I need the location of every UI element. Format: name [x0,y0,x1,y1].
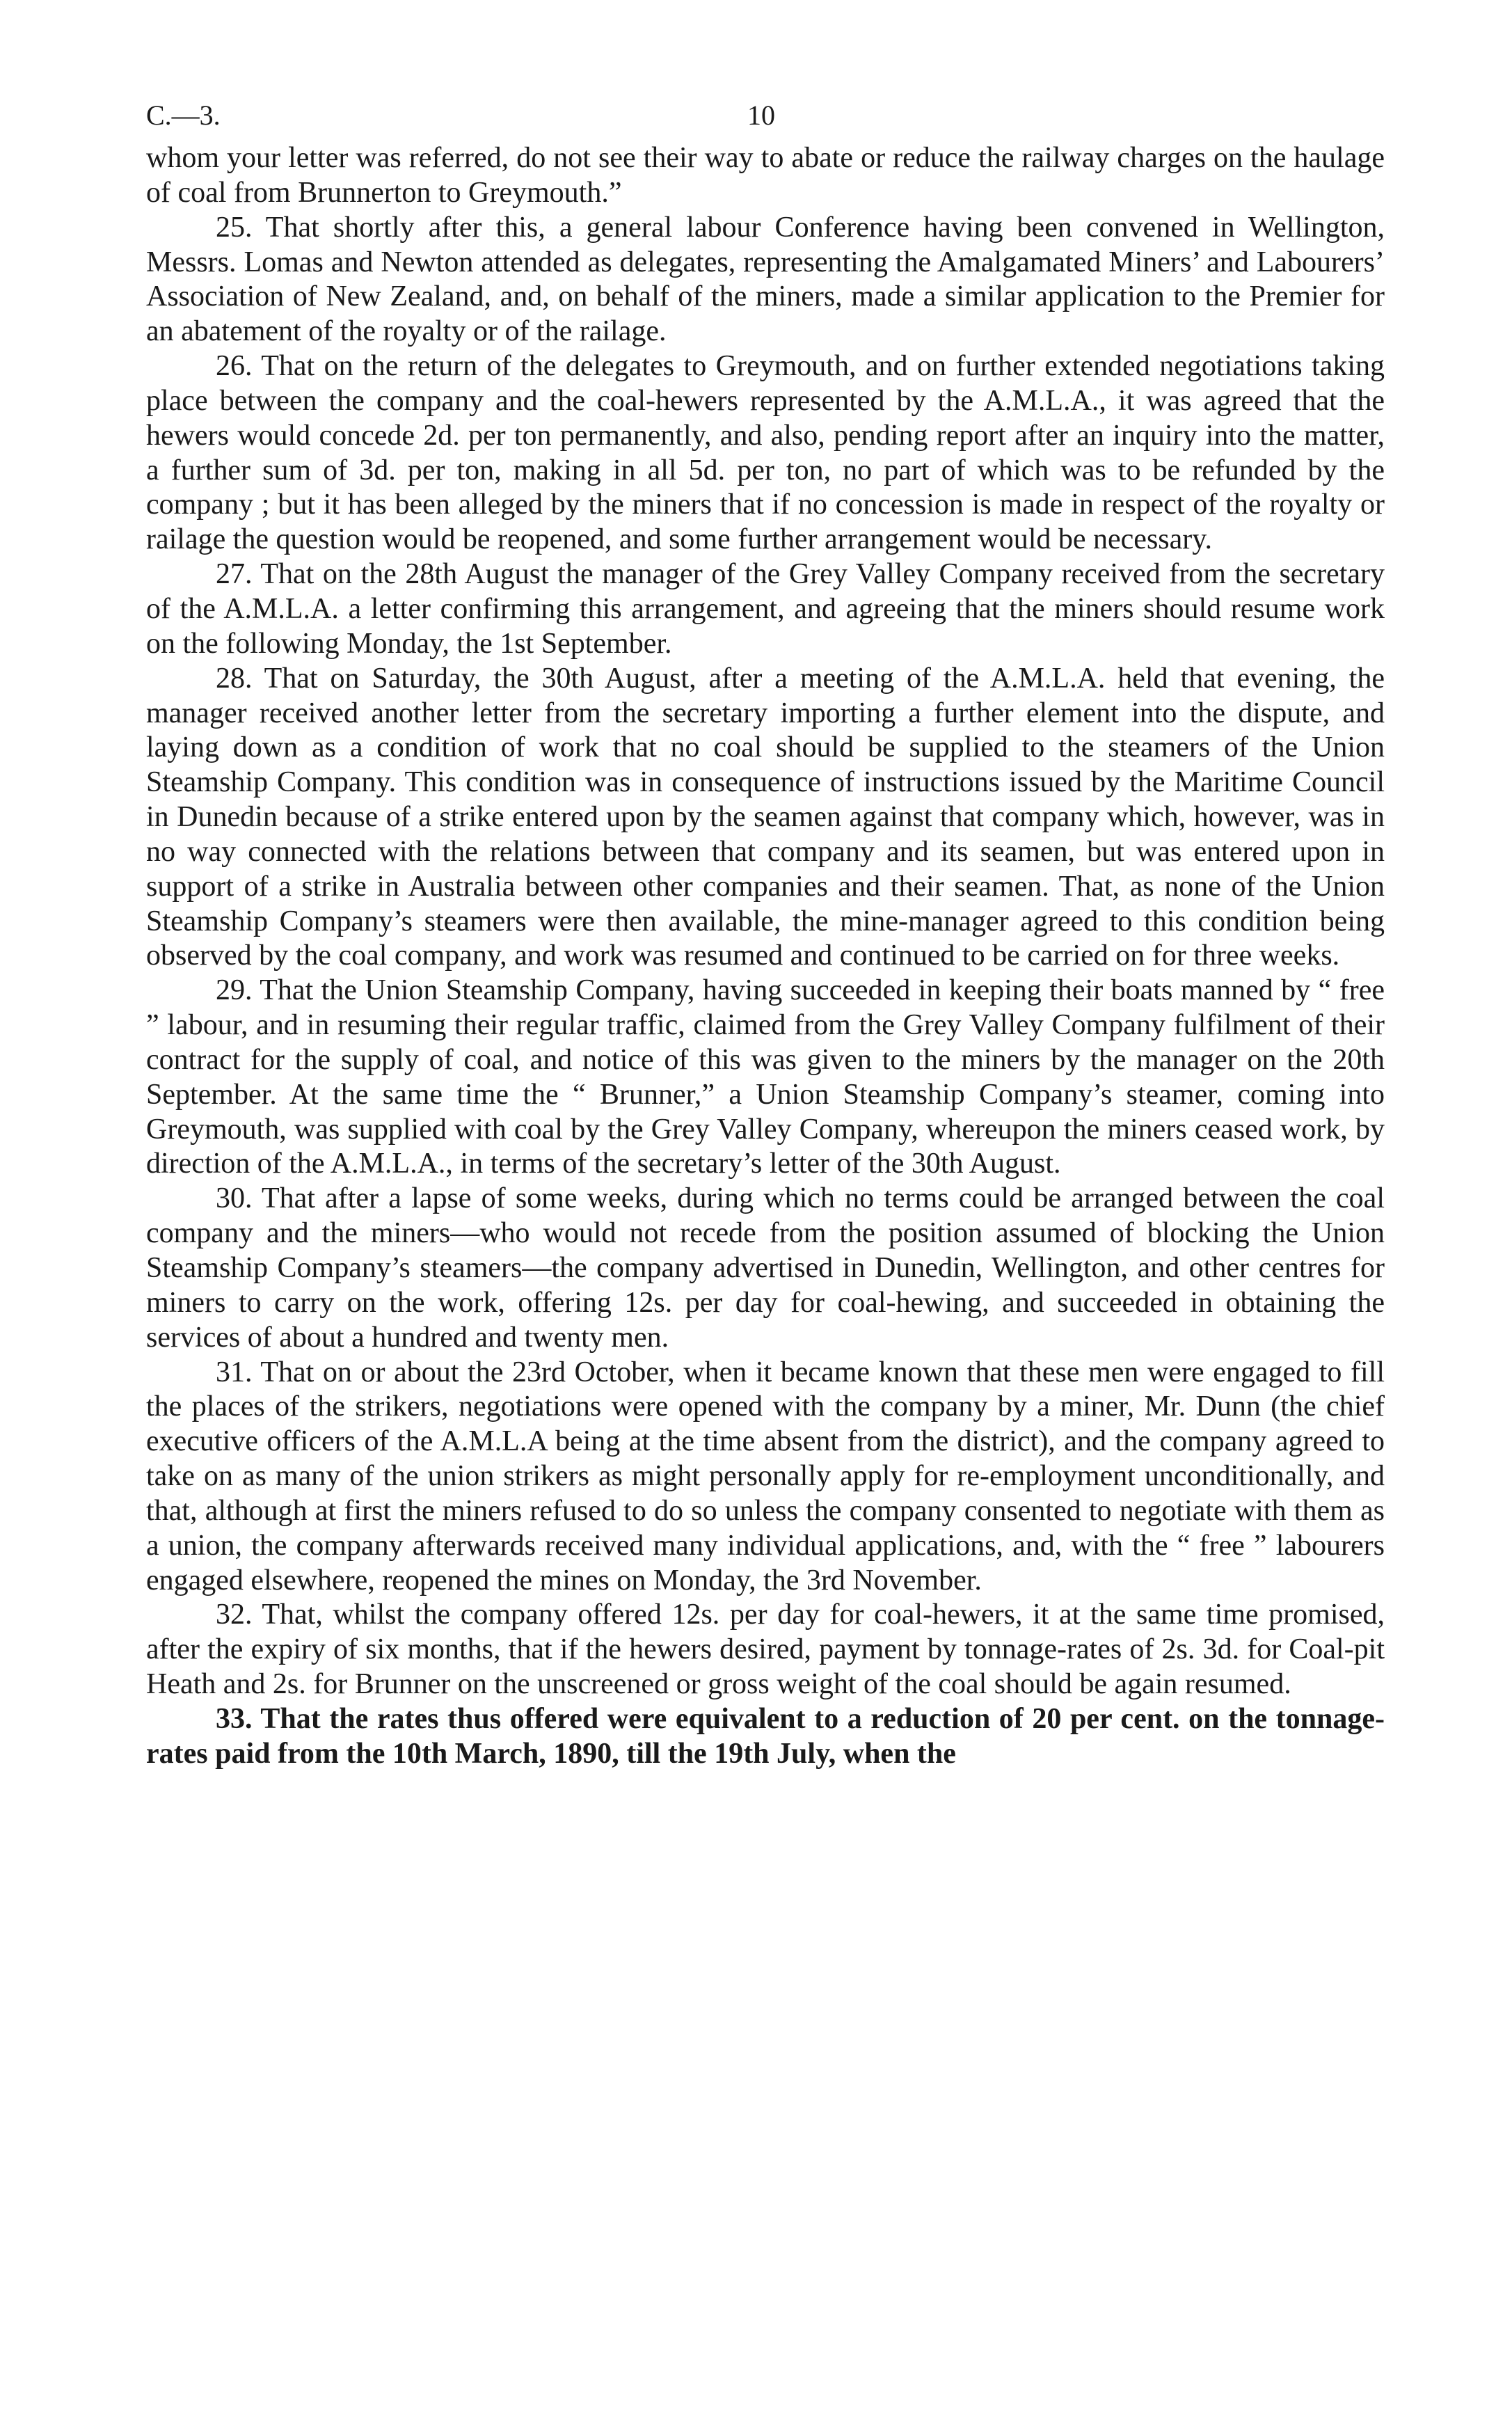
paragraph-26: 26. That on the return of the delegates to Greymouth, and on further extended negotiations taking place between the company and the coal-hewers represented by the A.M.L.A., it was agreed that the hewers would concede 2d. per ton permanently, and also, pending report after an inquiry into the matter, a further sum of 3d. per ton, making in all 5d. per ton, no part of which was to be refunded by the company ; but it has been alleged by the miners that if no concession is made in respect of the royalty or railage the question would be reopened, and some further arrangement would be necessary. [146,350,1385,556]
paragraph-29: 29. That the Union Steamship Company, having succeeded in keeping their boats manned by “ free ” labour, and in resuming their regular traffic, claimed from the Grey Valley Company fulfilment of their contract for the supply of coal, and notice of this was given to the miners by the manager on the 20th September. At the same time the “ Brunner,” a Union Steamship Company’s steamer, coming into Greymouth, was supplied with coal by the Grey Valley Company, whereupon the miners ceased work, by direction of the A.M.L.A., in terms of the secretary’s letter of the 30th August. [146,974,1385,1180]
paragraph-32: 32. That, whilst the company offered 12s. per day for coal-hewers, it at the same time promised, after the expiry of six months, that if the hewers desired, payment by tonnage-rates of 2s. 3d. for Coal-pit Heath and 2s. for Brunner on the unscreened or gross weight of the coal should be again resumed. [146,1599,1385,1701]
paragraph-28: 28. That on Saturday, the 30th August, after a meeting of the A.M.L.A. held that evening, the manager received another letter from the secretary importing a further element into the dispute, and laying down as a condition of work that no coal should be supplied to the steamers of the Union Steamship Company. This condition was in consequence of instructions issued by the Maritime Council in Dunedin because of a strike entered upon by the seamen against that company which, however, was in no way connected with the relations between that company and its seamen, but was entered upon in support of a strike in Australia between other companies and their seamen. That, as none of the Union Steamship Company’s steamers were then available, the mine-manager agreed to this condition being observed by the coal company, and work was resumed and continued to be carried on for three weeks. [146,662,1385,972]
paragraph-continuation: whom your letter was referred, do not see their way to abate or reduce the railway charges on the haulage of coal from Brunnerton to Greymouth.” [146,142,1385,209]
page-number: 10 [747,100,775,131]
paragraph-30: 30. That after a lapse of some weeks, during which no terms could be arranged between the coal company and the miners—who would not recede from the position assumed of blocking the Union Steamship Company’s steamers—the company advertised in Dunedin, Wellington, and other centres for miners to carry on the work, offering 12s. per day for coal-hewing, and succeeded in obtaining the services of about a hundred and twenty men. [146,1182,1385,1354]
paragraph-25: 25. That shortly after this, a general labour Conference having been convened in Wellington, Messrs. Lomas and Newton attended as delegates, representing the Amalgamated Miners’ and Labourers’ Association of New Zealand, and, on behalf of the miners, made a similar application to the Premier for an abatement of the royalty or of the railage. [146,211,1385,348]
body-text [146,141,1385,1772]
document-reference: C.—3. [146,100,221,131]
paragraph-27: 27. That on the 28th August the manager of the Grey Valley Company received from the secretary of the A.M.L.A. a letter confirming this arrangement, and agreeing that the miners should resume work on the following Monday, the 1st September. [146,558,1385,660]
paragraph-31: 31. That on or about the 23rd October, when it became known that these men were engaged to fill the places of the strikers, negotiations were opened with the company by a miner, Mr. Dunn (the chief executive officers of the A.M.L.A being at the time absent from the district), and the company agreed to take on as many of the union strikers as might personally apply for re-employment unconditionally, and that, although at first the miners refused to do so unless the company consented to negotiate with them as a union, the company afterwards received many individual applications, and, with the “ free ” labourers engaged elsewhere, reopened the mines on Monday, the 3rd November. [146,1356,1385,1596]
paragraph-33: 33. That the rates thus offered were equivalent to a reduction of 20 per cent. on the tonnage-rates paid from the 10th March, 1890, till the 19th July, when the [146,1702,1385,1770]
page-header [146,95,1385,136]
